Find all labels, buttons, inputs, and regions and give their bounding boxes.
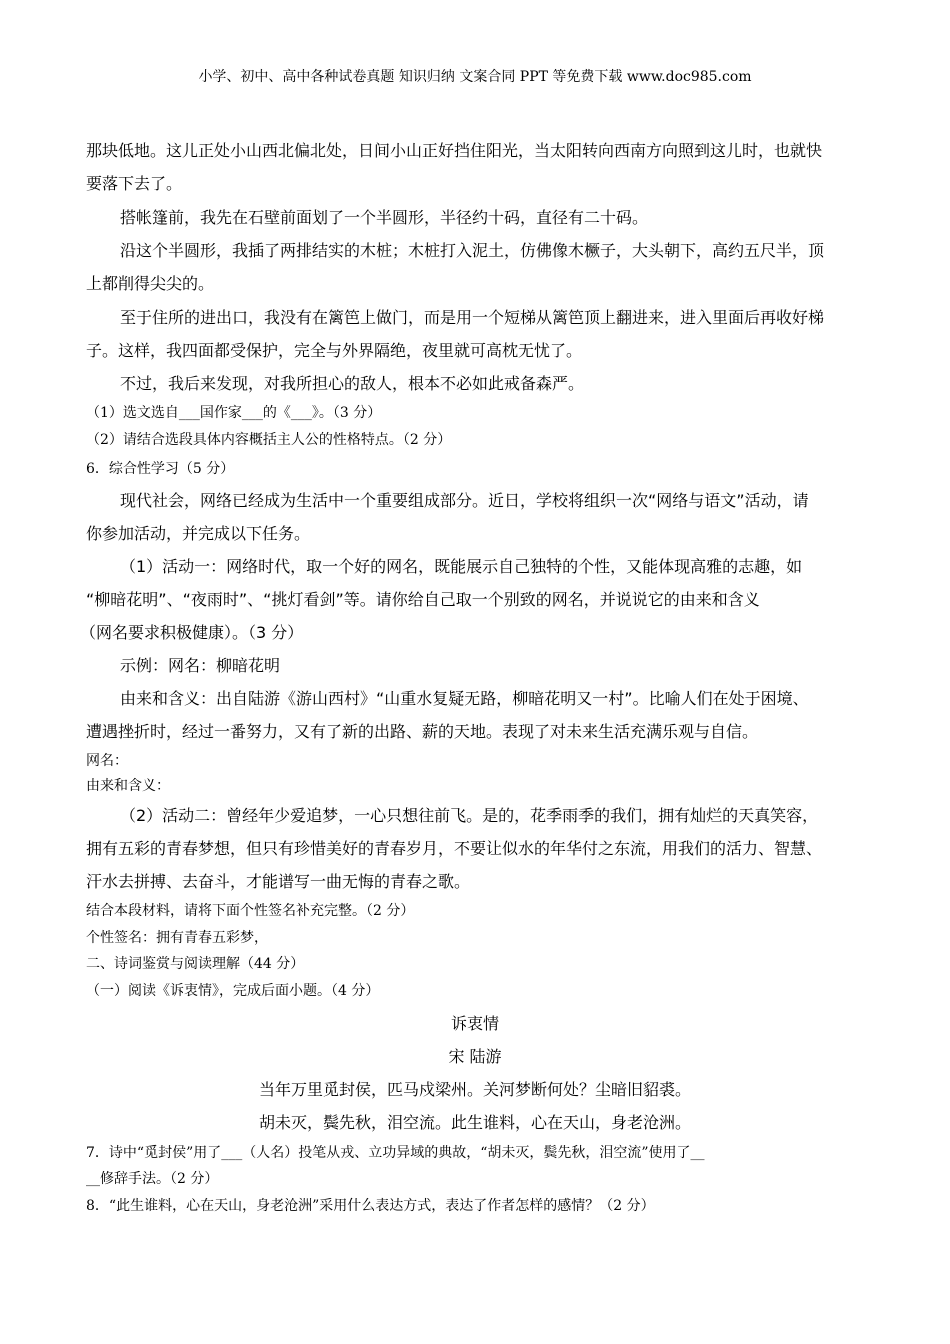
subsection-1-heading: （一）阅读《诉衷情》，完成后面小题。（4 分） <box>86 983 380 999</box>
passage-line: 那块低地。这儿正处小山西北偏北处，日间小山正好挡住阳光，当太阳转向西南方向照到这儿时，也就快 <box>86 141 823 160</box>
activity-1-example: 示例：网名：柳暗花明 <box>120 656 281 675</box>
answer-meaning-label: 由来和含义： <box>86 778 170 794</box>
poem-title: 诉衷情 <box>450 1014 499 1033</box>
activity-1-line: （网名要求积极健康）。（3 分） <box>80 623 304 642</box>
passage-line: 至于住所的进出口，我没有在篱笆上做门，而是用一个短梯从篱笆顶上翻进来，进入里面后再收好梯 <box>120 308 825 327</box>
poem-line: 当年万里觅封侯，匹马戍梁州。关河梦断何处？尘暗旧貂裘。 <box>258 1080 691 1099</box>
passage-line: 上都削得尖尖的。 <box>86 274 215 293</box>
passage-line: 不过，我后来发现，对我所担心的敌人，根本不必如此戒备森严。 <box>120 374 585 393</box>
question-5-1: （1）选文选自___国作家___的《___》。（3 分） <box>86 405 382 421</box>
question-6-intro: 现代社会，网络已经成为生活中一个重要组成部分。近日，学校将组织一次“网络与语文”活动，请 <box>120 491 809 510</box>
answer-name-label: 网名： <box>86 753 128 769</box>
question-5-2: （2）请结合选段具体内容概括主人公的性格特点。（2 分） <box>86 432 452 448</box>
section-2-heading: 二、诗词鉴赏与阅读理解（44 分） <box>86 956 305 972</box>
passage-line: 搭帐篷前，我先在石壁前面划了一个半圆形，半径约十码，直径有二十码。 <box>120 208 649 227</box>
poem-author: 宋 陆游 <box>448 1047 502 1066</box>
question-6-intro: 你参加活动，并完成以下任务。 <box>86 524 311 543</box>
question-7: 7．诗中“觅封侯”用了___（人名）投笔从戎、立功异域的典故，“胡未灭，鬓先秋，泪空流”使用了__ <box>86 1145 705 1161</box>
poem-line: 胡未灭，鬓先秋，泪空流。此生谁料，心在天山，身老沧洲。 <box>258 1113 691 1132</box>
activity-1-line: （1）活动一：网络时代，取一个好的网名，既能展示自己独特的个性，又能体现高雅的志趣，如 <box>120 557 803 576</box>
passage-line: 要落下去了。 <box>86 174 183 193</box>
passage-line: 子。这样，我四面都受保护，完全与外界隔绝，夜里就可高枕无忧了。 <box>86 341 583 360</box>
activity-1-line: “柳暗花明”、“夜雨时”、“挑灯看剑”等。请你给自己取一个别致的网名，并说说它的由来和含义 <box>86 590 760 609</box>
signature-line: 个性签名：拥有青春五彩梦， <box>86 930 268 946</box>
question-7: __修辞手法。（2 分） <box>86 1171 219 1187</box>
page-header: 小学、初中、高中各种试卷真题 知识归纳 文案合同 PPT 等免费下载 www.doc985.com <box>198 69 752 85</box>
activity-1-example: 遭遇挫折时，经过一番努力，又有了新的出路、薪的天地。表现了对未来生活充满乐观与自信。 <box>86 722 759 741</box>
activity-1-example: 由来和含义：出自陆游《游山西村》“山重水复疑无路，柳暗花明又一村”。比喻人们在处于困境、 <box>120 689 809 708</box>
activity-2-line: （2）活动二：曾经年少爱追梦，一心只想往前飞。是的，花季雨季的我们，拥有灿烂的天真笑容， <box>120 806 819 825</box>
activity-2-line: 汗水去拼搏、去奋斗，才能谱写一曲无悔的青春之歌。 <box>86 872 471 891</box>
activity-2-line: 拥有五彩的青春梦想，但只有珍惜美好的青春岁月，不要让似水的年华付之东流，用我们的活力、智慧、 <box>86 839 823 858</box>
passage-line: 沿这个半圆形，我插了两排结实的木桩；木桩打入泥土，仿佛像木橛子，大头朝下，高约五尺半，顶 <box>120 241 825 260</box>
question-8: 8．“此生谁料，心在天山，身老沧洲”采用什么表达方式，表达了作者怎样的感情？（2 分） <box>86 1198 655 1214</box>
activity-2-task: 结合本段材料，请将下面个性签名补充完整。（2 分） <box>86 903 415 919</box>
question-6-title: 6．综合性学习（5 分） <box>86 461 235 477</box>
